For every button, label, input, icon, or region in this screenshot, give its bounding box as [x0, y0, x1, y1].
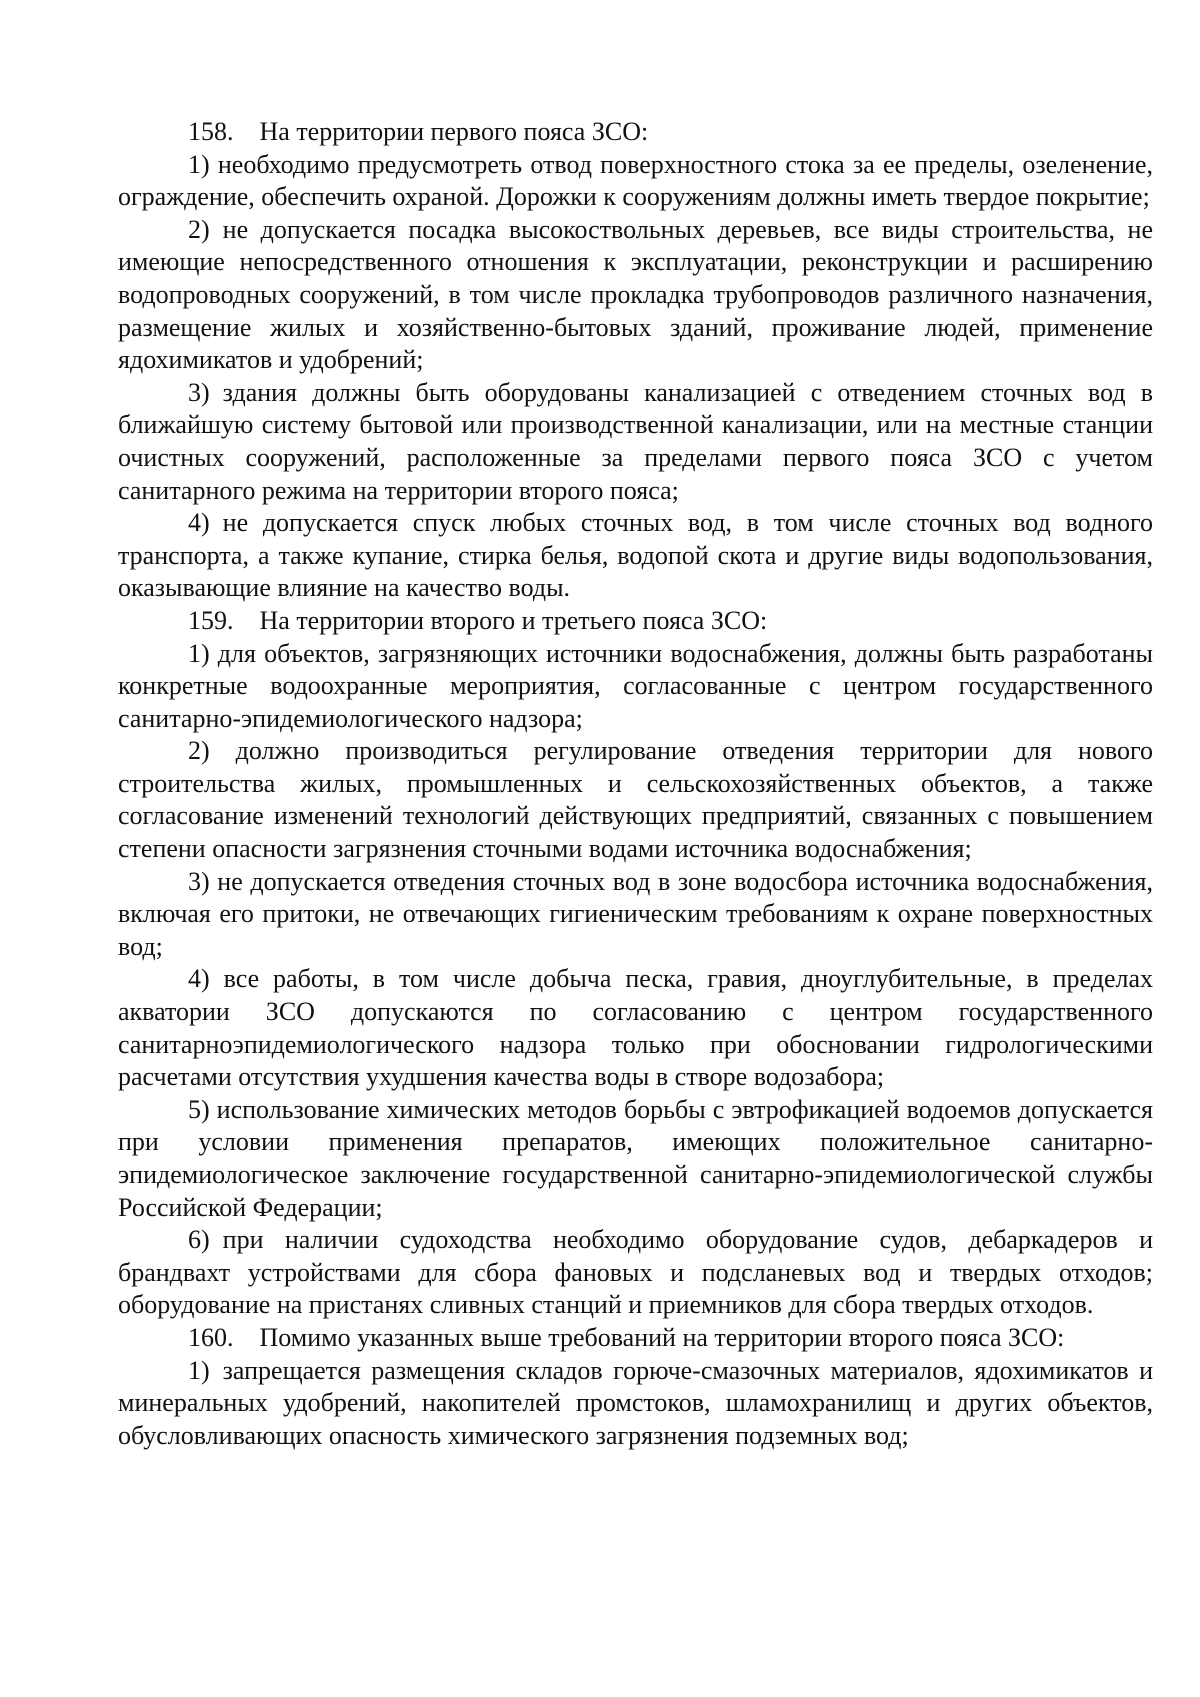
section-158-item-2: 2) не допускается посадка высокоствольных деревьев, все виды строительства, не имеющие непосредственного отношения к эксплуатации, реконструкции и расширению водопроводных сооружений, в том числе прокладка трубопроводов различного назначения, размещение жилых и хозяйственно-бытовых зданий, проживание людей, применение ядохимикатов и удобрений;: [118, 214, 1153, 375]
section-159-item-1: 1) для объектов, загрязняющих источники водоснабжения, должны быть разработаны конкретные водоохранные мероприятия, согласованные с центром государственного санитарно-эпидемиологического надзора;: [118, 638, 1153, 733]
section-159-item-2: 2) должно производиться регулирование отведения территории для нового строительства жилых, промышленных и сельскохозяйственных объектов, а также согласование изменений технологий действующих предприятий, связанных с повышением степени опасности загрязнения сточными водами источника водоснабжения;: [118, 736, 1153, 864]
section-158-heading: 158. На территории первого пояса ЗСО:: [188, 117, 649, 146]
section-158-item-1: 1) необходимо предусмотреть отвод поверхностного стока за ее пределы, озеленение, ограждение, обеспечить охраной. Дорожки к сооружениям должны иметь твердое покрытие;: [118, 149, 1153, 212]
section-160-item-1: 1) запрещается размещения складов горюче-смазочных материалов, ядохимикатов и минеральных удобрений, накопителей промстоков, шламохранилищ и других объектов, обусловливающих опасность химического загрязнения подземных вод;: [118, 1355, 1153, 1450]
section-159-item-4: 4) все работы, в том числе добыча песка, гравия, дноуглубительные, в пределах акватории ЗСО допускаются по согласованию с центром государственного санитарноэпидемиологического надзора только при обосновании гидрологическими расчетами отсутствия ухудшения качества воды в створе водозабора;: [118, 964, 1153, 1092]
section-159-heading: 159. На территории второго и третьего пояса ЗСО:: [188, 605, 768, 635]
section-159-item-3: 3) не допускается отведения сточных вод в зоне водосбора источника водоснабжения, включая его притоки, не отвечающих гигиеническим требованиям к охране поверхностных вод;: [118, 866, 1153, 961]
section-158-item-4: 4) не допускается спуск любых сточных вод, в том числе сточных вод водного транспорта, а также купание, стирка белья, водопой скота и другие виды водопользования, оказывающие влияние на качество воды.: [118, 508, 1153, 603]
document-page: [118, 116, 1153, 1452]
section-158-item-3: 3) здания должны быть оборудованы канализацией с отведением сточных вод в ближайшую систему бытовой или производственной канализации, или на местные станции очистных сооружений, расположенные за пределами первого пояса ЗСО с учетом санитарного режима на территории второго пояса;: [118, 377, 1153, 505]
section-159-item-6: 6) при наличии судоходства необходимо оборудование судов, дебаркадеров и брандвахт устройствами для сбора фановых и подсланевых вод и твердых отходов; оборудование на пристанях сливных станций и приемников для сбора твердых отходов.: [118, 1225, 1153, 1320]
section-159-item-5: 5) использование химических методов борьбы с эвтрофикацией водоемов допускается при условии применения препаратов, имеющих положительное санитарно-эпидемиологическое заключение государственной санитарно-эпидемиологической службы Российской Федерации;: [118, 1094, 1153, 1222]
section-160-heading: 160. Помимо указанных выше требований на территории второго пояса ЗСО:: [188, 1322, 1065, 1352]
